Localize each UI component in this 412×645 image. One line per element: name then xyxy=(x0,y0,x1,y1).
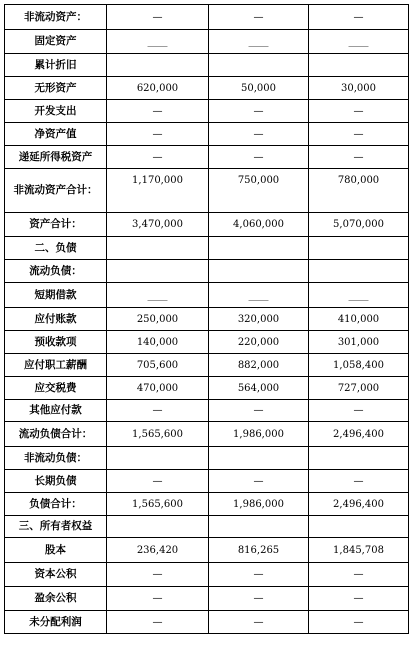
row-value-2 xyxy=(209,54,309,77)
row-value-3: 780,000 xyxy=(309,169,409,213)
table-row xyxy=(5,260,409,283)
row-value-1: ____ xyxy=(107,30,209,54)
row-value-3: — xyxy=(309,563,409,587)
row-value-1: 1,565,600 xyxy=(107,422,209,447)
row-value-1: 140,000 xyxy=(107,331,209,354)
row-value-1: 236,420 xyxy=(107,538,209,563)
row-label: 非流动资产： xyxy=(5,5,107,30)
row-value-1 xyxy=(107,54,209,77)
row-value-1 xyxy=(107,516,209,538)
row-label: 开发支出 xyxy=(5,100,107,123)
row-label: 应交税费 xyxy=(5,377,107,400)
row-value-2: 750,000 xyxy=(209,169,309,213)
row-value-2: — xyxy=(209,100,309,123)
row-value-1: ____ xyxy=(107,283,209,308)
row-value-3 xyxy=(309,516,409,538)
row-label: 流动负债合计： xyxy=(5,422,107,447)
row-value-2: ____ xyxy=(209,30,309,54)
row-value-3 xyxy=(309,447,409,470)
row-value-2: — xyxy=(209,470,309,493)
row-value-3: ____ xyxy=(309,283,409,308)
row-label: 负债合计： xyxy=(5,493,107,516)
row-value-3 xyxy=(309,54,409,77)
row-value-2: 4,060,000 xyxy=(209,213,309,237)
row-label: 二、负债 xyxy=(5,237,107,260)
table-row xyxy=(5,377,409,400)
row-label: 短期借款 xyxy=(5,283,107,308)
table-row xyxy=(5,100,409,123)
row-label: 流动负债： xyxy=(5,260,107,283)
table-row xyxy=(5,5,409,30)
row-value-3: 5,070,000 xyxy=(309,213,409,237)
row-value-3: — xyxy=(309,611,409,634)
table-row xyxy=(5,308,409,331)
table-row xyxy=(5,447,409,470)
row-label: 非流动资产合计： xyxy=(5,169,107,213)
table-row xyxy=(5,77,409,100)
row-value-2 xyxy=(209,237,309,260)
row-value-1 xyxy=(107,260,209,283)
row-value-1: 705,600 xyxy=(107,354,209,377)
row-value-3: 2,496,400 xyxy=(309,493,409,516)
row-label: 应付职工薪酬 xyxy=(5,354,107,377)
row-label: 固定资产 xyxy=(5,30,107,54)
row-label: 长期负债 xyxy=(5,470,107,493)
row-value-1: 250,000 xyxy=(107,308,209,331)
table-row xyxy=(5,422,409,447)
row-label: 净资产值 xyxy=(5,123,107,146)
row-value-1: — xyxy=(107,123,209,146)
table-row xyxy=(5,400,409,422)
row-label: 盈余公积 xyxy=(5,587,107,611)
table-row xyxy=(5,54,409,77)
table-row xyxy=(5,213,409,237)
table-row xyxy=(5,123,409,146)
row-value-3: ____ xyxy=(309,30,409,54)
row-label: 应付账款 xyxy=(5,308,107,331)
table-row xyxy=(5,354,409,377)
row-value-3: 2,496,400 xyxy=(309,422,409,447)
row-value-2: 220,000 xyxy=(209,331,309,354)
table-row xyxy=(5,237,409,260)
row-value-1: — xyxy=(107,400,209,422)
row-value-2 xyxy=(209,260,309,283)
row-value-2: — xyxy=(209,5,309,30)
row-value-3: — xyxy=(309,123,409,146)
table-row xyxy=(5,283,409,308)
row-value-1 xyxy=(107,447,209,470)
row-value-3: — xyxy=(309,100,409,123)
row-value-2: — xyxy=(209,400,309,422)
row-value-3: 30,000 xyxy=(309,77,409,100)
row-value-2: 320,000 xyxy=(209,308,309,331)
row-value-2 xyxy=(209,516,309,538)
row-value-3: — xyxy=(309,470,409,493)
row-value-1: 3,470,000 xyxy=(107,213,209,237)
row-label: 非流动负债： xyxy=(5,447,107,470)
balance-sheet-table xyxy=(4,4,409,634)
row-label: 资本公积 xyxy=(5,563,107,587)
row-value-3: 301,000 xyxy=(309,331,409,354)
row-value-2: ____ xyxy=(209,283,309,308)
table-row xyxy=(5,538,409,563)
row-value-1: — xyxy=(107,100,209,123)
row-value-1: — xyxy=(107,611,209,634)
table-row xyxy=(5,493,409,516)
row-value-2: 1,986,000 xyxy=(209,422,309,447)
row-label: 股本 xyxy=(5,538,107,563)
table-row xyxy=(5,516,409,538)
row-value-3: — xyxy=(309,146,409,169)
table-row xyxy=(5,146,409,169)
row-value-2: 1,986,000 xyxy=(209,493,309,516)
row-value-2: — xyxy=(209,587,309,611)
row-label: 资产合计： xyxy=(5,213,107,237)
row-value-2: — xyxy=(209,563,309,587)
table-row xyxy=(5,30,409,54)
row-value-3: 410,000 xyxy=(309,308,409,331)
table-row xyxy=(5,587,409,611)
row-value-1: — xyxy=(107,587,209,611)
row-value-2: — xyxy=(209,611,309,634)
row-value-2: — xyxy=(209,146,309,169)
row-label: 预收款项 xyxy=(5,331,107,354)
row-value-1: — xyxy=(107,5,209,30)
row-label: 未分配利润 xyxy=(5,611,107,634)
row-value-1: 620,000 xyxy=(107,77,209,100)
row-value-2: 50,000 xyxy=(209,77,309,100)
row-value-3: 1,845,708 xyxy=(309,538,409,563)
row-value-1: — xyxy=(107,563,209,587)
table-row xyxy=(5,611,409,634)
row-label: 递延所得税资产 xyxy=(5,146,107,169)
row-value-1: 1,565,600 xyxy=(107,493,209,516)
row-value-2: — xyxy=(209,123,309,146)
row-value-3: — xyxy=(309,400,409,422)
row-label: 无形资产 xyxy=(5,77,107,100)
row-value-1 xyxy=(107,237,209,260)
table-row xyxy=(5,470,409,493)
row-label: 三、所有者权益 xyxy=(5,516,107,538)
table-row xyxy=(5,331,409,354)
table-row xyxy=(5,563,409,587)
row-value-3 xyxy=(309,260,409,283)
row-value-3: — xyxy=(309,587,409,611)
row-value-1: — xyxy=(107,470,209,493)
row-value-2: 564,000 xyxy=(209,377,309,400)
row-value-2: 882,000 xyxy=(209,354,309,377)
row-value-3: 727,000 xyxy=(309,377,409,400)
row-value-3: — xyxy=(309,5,409,30)
row-value-3: 1,058,400 xyxy=(309,354,409,377)
row-label: 累计折旧 xyxy=(5,54,107,77)
row-value-2 xyxy=(209,447,309,470)
row-value-3 xyxy=(309,237,409,260)
row-value-1: 470,000 xyxy=(107,377,209,400)
row-label: 其他应付款 xyxy=(5,400,107,422)
table-row xyxy=(5,169,409,213)
row-value-2: 816,265 xyxy=(209,538,309,563)
row-value-1: 1,170,000 xyxy=(107,169,209,213)
row-value-1: — xyxy=(107,146,209,169)
